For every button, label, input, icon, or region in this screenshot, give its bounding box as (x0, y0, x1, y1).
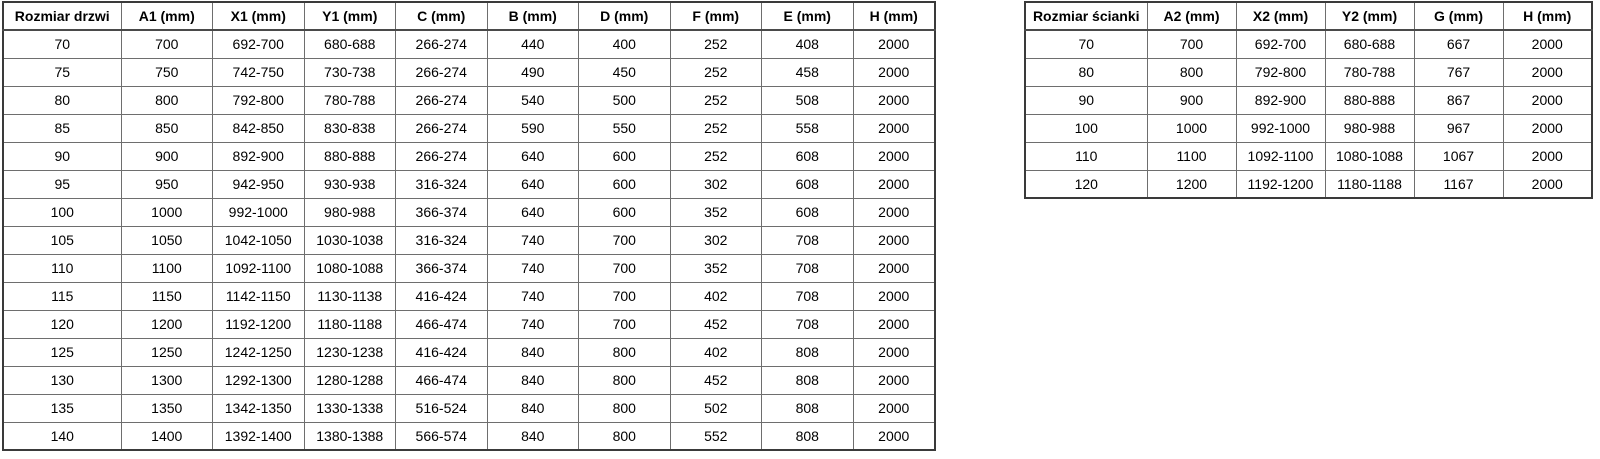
table-cell: 400 (579, 30, 671, 58)
table-cell: 105 (3, 226, 121, 254)
table-cell: 980-988 (304, 198, 396, 226)
table-row (3, 142, 935, 170)
table-cell: 680-688 (1325, 30, 1414, 58)
table-cell: 1180-1188 (1325, 170, 1414, 198)
table-cell: 2000 (853, 142, 935, 170)
table-cell: 1130-1138 (304, 282, 396, 310)
table-cell: 70 (3, 30, 121, 58)
table-cell: 1292-1300 (213, 366, 305, 394)
header-row (1025, 2, 1592, 30)
table-cell: 2000 (853, 254, 935, 282)
table-cell: 100 (1025, 114, 1147, 142)
table-cell: 800 (579, 422, 671, 450)
table-cell: 1080-1088 (1325, 142, 1414, 170)
table-row (3, 58, 935, 86)
table-cell: 740 (487, 282, 579, 310)
column-header: X1 (mm) (213, 2, 305, 30)
table-cell: 450 (579, 58, 671, 86)
table-cell: 1330-1338 (304, 394, 396, 422)
table-cell: 1030-1038 (304, 226, 396, 254)
table-cell: 466-474 (396, 310, 488, 338)
column-header: A2 (mm) (1147, 2, 1236, 30)
table-cell: 892-900 (213, 142, 305, 170)
wall-size-table-header (1025, 2, 1592, 30)
table-row (1025, 170, 1592, 198)
table-row (1025, 86, 1592, 114)
table-cell: 500 (579, 86, 671, 114)
table-cell: 942-950 (213, 170, 305, 198)
table-cell: 600 (579, 142, 671, 170)
table-cell: 508 (762, 86, 854, 114)
table-cell: 800 (579, 366, 671, 394)
table-cell: 700 (121, 30, 213, 58)
table-cell: 1080-1088 (304, 254, 396, 282)
table-cell: 800 (121, 86, 213, 114)
table-cell: 2000 (853, 198, 935, 226)
table-cell: 1067 (1414, 142, 1503, 170)
table-cell: 2000 (853, 58, 935, 86)
table-cell: 800 (579, 338, 671, 366)
table-cell: 490 (487, 58, 579, 86)
table-cell: 1342-1350 (213, 394, 305, 422)
table-cell: 2000 (853, 226, 935, 254)
table-cell: 90 (3, 142, 121, 170)
wall-size-table (1024, 1, 1593, 199)
table-row (3, 254, 935, 282)
table-cell: 1142-1150 (213, 282, 305, 310)
table-cell: 792-800 (213, 86, 305, 114)
column-header: F (mm) (670, 2, 762, 30)
table-cell: 900 (121, 142, 213, 170)
table-row (1025, 30, 1592, 58)
table-cell: 780-788 (304, 86, 396, 114)
table-cell: 452 (670, 310, 762, 338)
table-cell: 980-988 (1325, 114, 1414, 142)
table-cell: 1167 (1414, 170, 1503, 198)
table-row (3, 226, 935, 254)
table-cell: 667 (1414, 30, 1503, 58)
table-cell: 2000 (853, 310, 935, 338)
table-cell: 540 (487, 86, 579, 114)
table-cell: 808 (762, 366, 854, 394)
column-header: Rozmiar drzwi (3, 2, 121, 30)
table-cell: 440 (487, 30, 579, 58)
table-cell: 316-324 (396, 226, 488, 254)
table-cell: 808 (762, 422, 854, 450)
table-cell: 125 (3, 338, 121, 366)
table-cell: 558 (762, 114, 854, 142)
table-row (3, 338, 935, 366)
table-cell: 700 (579, 226, 671, 254)
table-cell: 402 (670, 282, 762, 310)
table-cell: 1000 (121, 198, 213, 226)
table-cell: 502 (670, 394, 762, 422)
door-size-table-body (3, 30, 935, 450)
table-cell: 1092-1100 (1236, 142, 1325, 170)
column-header: X2 (mm) (1236, 2, 1325, 30)
table-cell: 95 (3, 170, 121, 198)
table-cell: 75 (3, 58, 121, 86)
column-header: D (mm) (579, 2, 671, 30)
table-cell: 302 (670, 226, 762, 254)
table-cell: 780-788 (1325, 58, 1414, 86)
table-cell: 2000 (853, 170, 935, 198)
table-cell: 840 (487, 422, 579, 450)
table-cell: 2000 (1503, 30, 1592, 58)
table-cell: 130 (3, 366, 121, 394)
table-cell: 402 (670, 338, 762, 366)
table-cell: 742-750 (213, 58, 305, 86)
table-cell: 1100 (1147, 142, 1236, 170)
table-cell: 252 (670, 30, 762, 58)
table-cell: 90 (1025, 86, 1147, 114)
table-cell: 608 (762, 198, 854, 226)
wall-size-table-body (1025, 30, 1592, 198)
column-header: G (mm) (1414, 2, 1503, 30)
table-cell: 830-838 (304, 114, 396, 142)
column-header: H (mm) (1503, 2, 1592, 30)
table-row (3, 30, 935, 58)
table-cell: 115 (3, 282, 121, 310)
table-cell: 2000 (1503, 142, 1592, 170)
door-size-table-header (3, 2, 935, 30)
table-cell: 252 (670, 58, 762, 86)
table-cell: 352 (670, 254, 762, 282)
table-cell: 1050 (121, 226, 213, 254)
table-cell: 416-424 (396, 282, 488, 310)
table-cell: 850 (121, 114, 213, 142)
table-cell: 840 (487, 366, 579, 394)
table-cell: 1150 (121, 282, 213, 310)
table-cell: 2000 (1503, 114, 1592, 142)
table-cell: 692-700 (1236, 30, 1325, 58)
table-cell: 792-800 (1236, 58, 1325, 86)
table-cell: 842-850 (213, 114, 305, 142)
table-cell: 800 (1147, 58, 1236, 86)
table-cell: 1192-1200 (1236, 170, 1325, 198)
table-cell: 992-1000 (1236, 114, 1325, 142)
table-cell: 800 (579, 394, 671, 422)
table-cell: 740 (487, 310, 579, 338)
column-header: A1 (mm) (121, 2, 213, 30)
header-row (3, 2, 935, 30)
table-cell: 880-888 (1325, 86, 1414, 114)
table-cell: 2000 (1503, 58, 1592, 86)
table-row (3, 170, 935, 198)
column-header: Y2 (mm) (1325, 2, 1414, 30)
table-cell: 100 (3, 198, 121, 226)
table-cell: 80 (1025, 58, 1147, 86)
table-cell: 700 (579, 310, 671, 338)
table-cell: 466-474 (396, 366, 488, 394)
table-cell: 1350 (121, 394, 213, 422)
table-cell: 552 (670, 422, 762, 450)
column-header: Rozmiar ścianki (1025, 2, 1147, 30)
table-cell: 680-688 (304, 30, 396, 58)
table-cell: 1392-1400 (213, 422, 305, 450)
table-cell: 730-738 (304, 58, 396, 86)
table-cell: 992-1000 (213, 198, 305, 226)
column-header: C (mm) (396, 2, 488, 30)
table-cell: 640 (487, 198, 579, 226)
table-cell: 1280-1288 (304, 366, 396, 394)
table-cell: 1300 (121, 366, 213, 394)
table-cell: 416-424 (396, 338, 488, 366)
table-cell: 1380-1388 (304, 422, 396, 450)
table-cell: 867 (1414, 86, 1503, 114)
door-size-table (2, 1, 936, 451)
table-cell: 608 (762, 142, 854, 170)
table-cell: 708 (762, 282, 854, 310)
column-header: Y1 (mm) (304, 2, 396, 30)
table-cell: 266-274 (396, 142, 488, 170)
column-header: E (mm) (762, 2, 854, 30)
table-cell: 892-900 (1236, 86, 1325, 114)
table-row (3, 394, 935, 422)
table-cell: 266-274 (396, 114, 488, 142)
table-cell: 135 (3, 394, 121, 422)
table-cell: 950 (121, 170, 213, 198)
table-cell: 550 (579, 114, 671, 142)
table-cell: 120 (3, 310, 121, 338)
table-cell: 316-324 (396, 170, 488, 198)
table-cell: 352 (670, 198, 762, 226)
table-cell: 1180-1188 (304, 310, 396, 338)
table-cell: 366-374 (396, 254, 488, 282)
table-cell: 700 (579, 282, 671, 310)
table-row (3, 114, 935, 142)
table-cell: 2000 (853, 86, 935, 114)
table-cell: 590 (487, 114, 579, 142)
table-cell: 708 (762, 226, 854, 254)
table-cell: 608 (762, 170, 854, 198)
table-cell: 930-938 (304, 170, 396, 198)
table-cell: 600 (579, 198, 671, 226)
table-cell: 750 (121, 58, 213, 86)
table-cell: 1192-1200 (213, 310, 305, 338)
table-cell: 1092-1100 (213, 254, 305, 282)
table-row (1025, 114, 1592, 142)
table-cell: 80 (3, 86, 121, 114)
table-cell: 266-274 (396, 58, 488, 86)
table-cell: 1242-1250 (213, 338, 305, 366)
table-cell: 2000 (853, 338, 935, 366)
table-cell: 1042-1050 (213, 226, 305, 254)
table-cell: 640 (487, 142, 579, 170)
table-cell: 708 (762, 254, 854, 282)
table-cell: 900 (1147, 86, 1236, 114)
table-cell: 640 (487, 170, 579, 198)
table-cell: 2000 (853, 30, 935, 58)
table-row (3, 366, 935, 394)
table-row (3, 282, 935, 310)
table-cell: 70 (1025, 30, 1147, 58)
table-cell: 252 (670, 114, 762, 142)
table-row (3, 86, 935, 114)
table-cell: 967 (1414, 114, 1503, 142)
table-cell: 2000 (853, 366, 935, 394)
table-cell: 840 (487, 338, 579, 366)
table-cell: 767 (1414, 58, 1503, 86)
table-cell: 1000 (1147, 114, 1236, 142)
table-cell: 252 (670, 142, 762, 170)
table-cell: 2000 (853, 114, 935, 142)
table-cell: 1200 (1147, 170, 1236, 198)
table-cell: 266-274 (396, 30, 488, 58)
column-header: B (mm) (487, 2, 579, 30)
table-cell: 808 (762, 338, 854, 366)
table-cell: 366-374 (396, 198, 488, 226)
table-cell: 120 (1025, 170, 1147, 198)
table-cell: 2000 (853, 394, 935, 422)
table-row (3, 198, 935, 226)
table-cell: 516-524 (396, 394, 488, 422)
table-cell: 880-888 (304, 142, 396, 170)
table-row (1025, 142, 1592, 170)
table-cell: 266-274 (396, 86, 488, 114)
table-cell: 1100 (121, 254, 213, 282)
table-row (3, 310, 935, 338)
table-cell: 110 (3, 254, 121, 282)
table-cell: 140 (3, 422, 121, 450)
table-cell: 2000 (853, 282, 935, 310)
table-cell: 692-700 (213, 30, 305, 58)
table-row (3, 422, 935, 450)
table-cell: 740 (487, 226, 579, 254)
table-cell: 408 (762, 30, 854, 58)
table-cell: 2000 (1503, 170, 1592, 198)
table-cell: 740 (487, 254, 579, 282)
table-cell: 566-574 (396, 422, 488, 450)
table-cell: 2000 (853, 422, 935, 450)
table-cell: 840 (487, 394, 579, 422)
table-cell: 700 (1147, 30, 1236, 58)
table-cell: 1400 (121, 422, 213, 450)
table-row (1025, 58, 1592, 86)
table-cell: 458 (762, 58, 854, 86)
table-cell: 85 (3, 114, 121, 142)
table-cell: 452 (670, 366, 762, 394)
table-cell: 110 (1025, 142, 1147, 170)
table-cell: 252 (670, 86, 762, 114)
table-cell: 2000 (1503, 86, 1592, 114)
table-cell: 700 (579, 254, 671, 282)
table-cell: 708 (762, 310, 854, 338)
table-cell: 302 (670, 170, 762, 198)
table-cell: 1230-1238 (304, 338, 396, 366)
table-cell: 808 (762, 394, 854, 422)
column-header: H (mm) (853, 2, 935, 30)
table-cell: 1250 (121, 338, 213, 366)
table-cell: 600 (579, 170, 671, 198)
table-cell: 1200 (121, 310, 213, 338)
